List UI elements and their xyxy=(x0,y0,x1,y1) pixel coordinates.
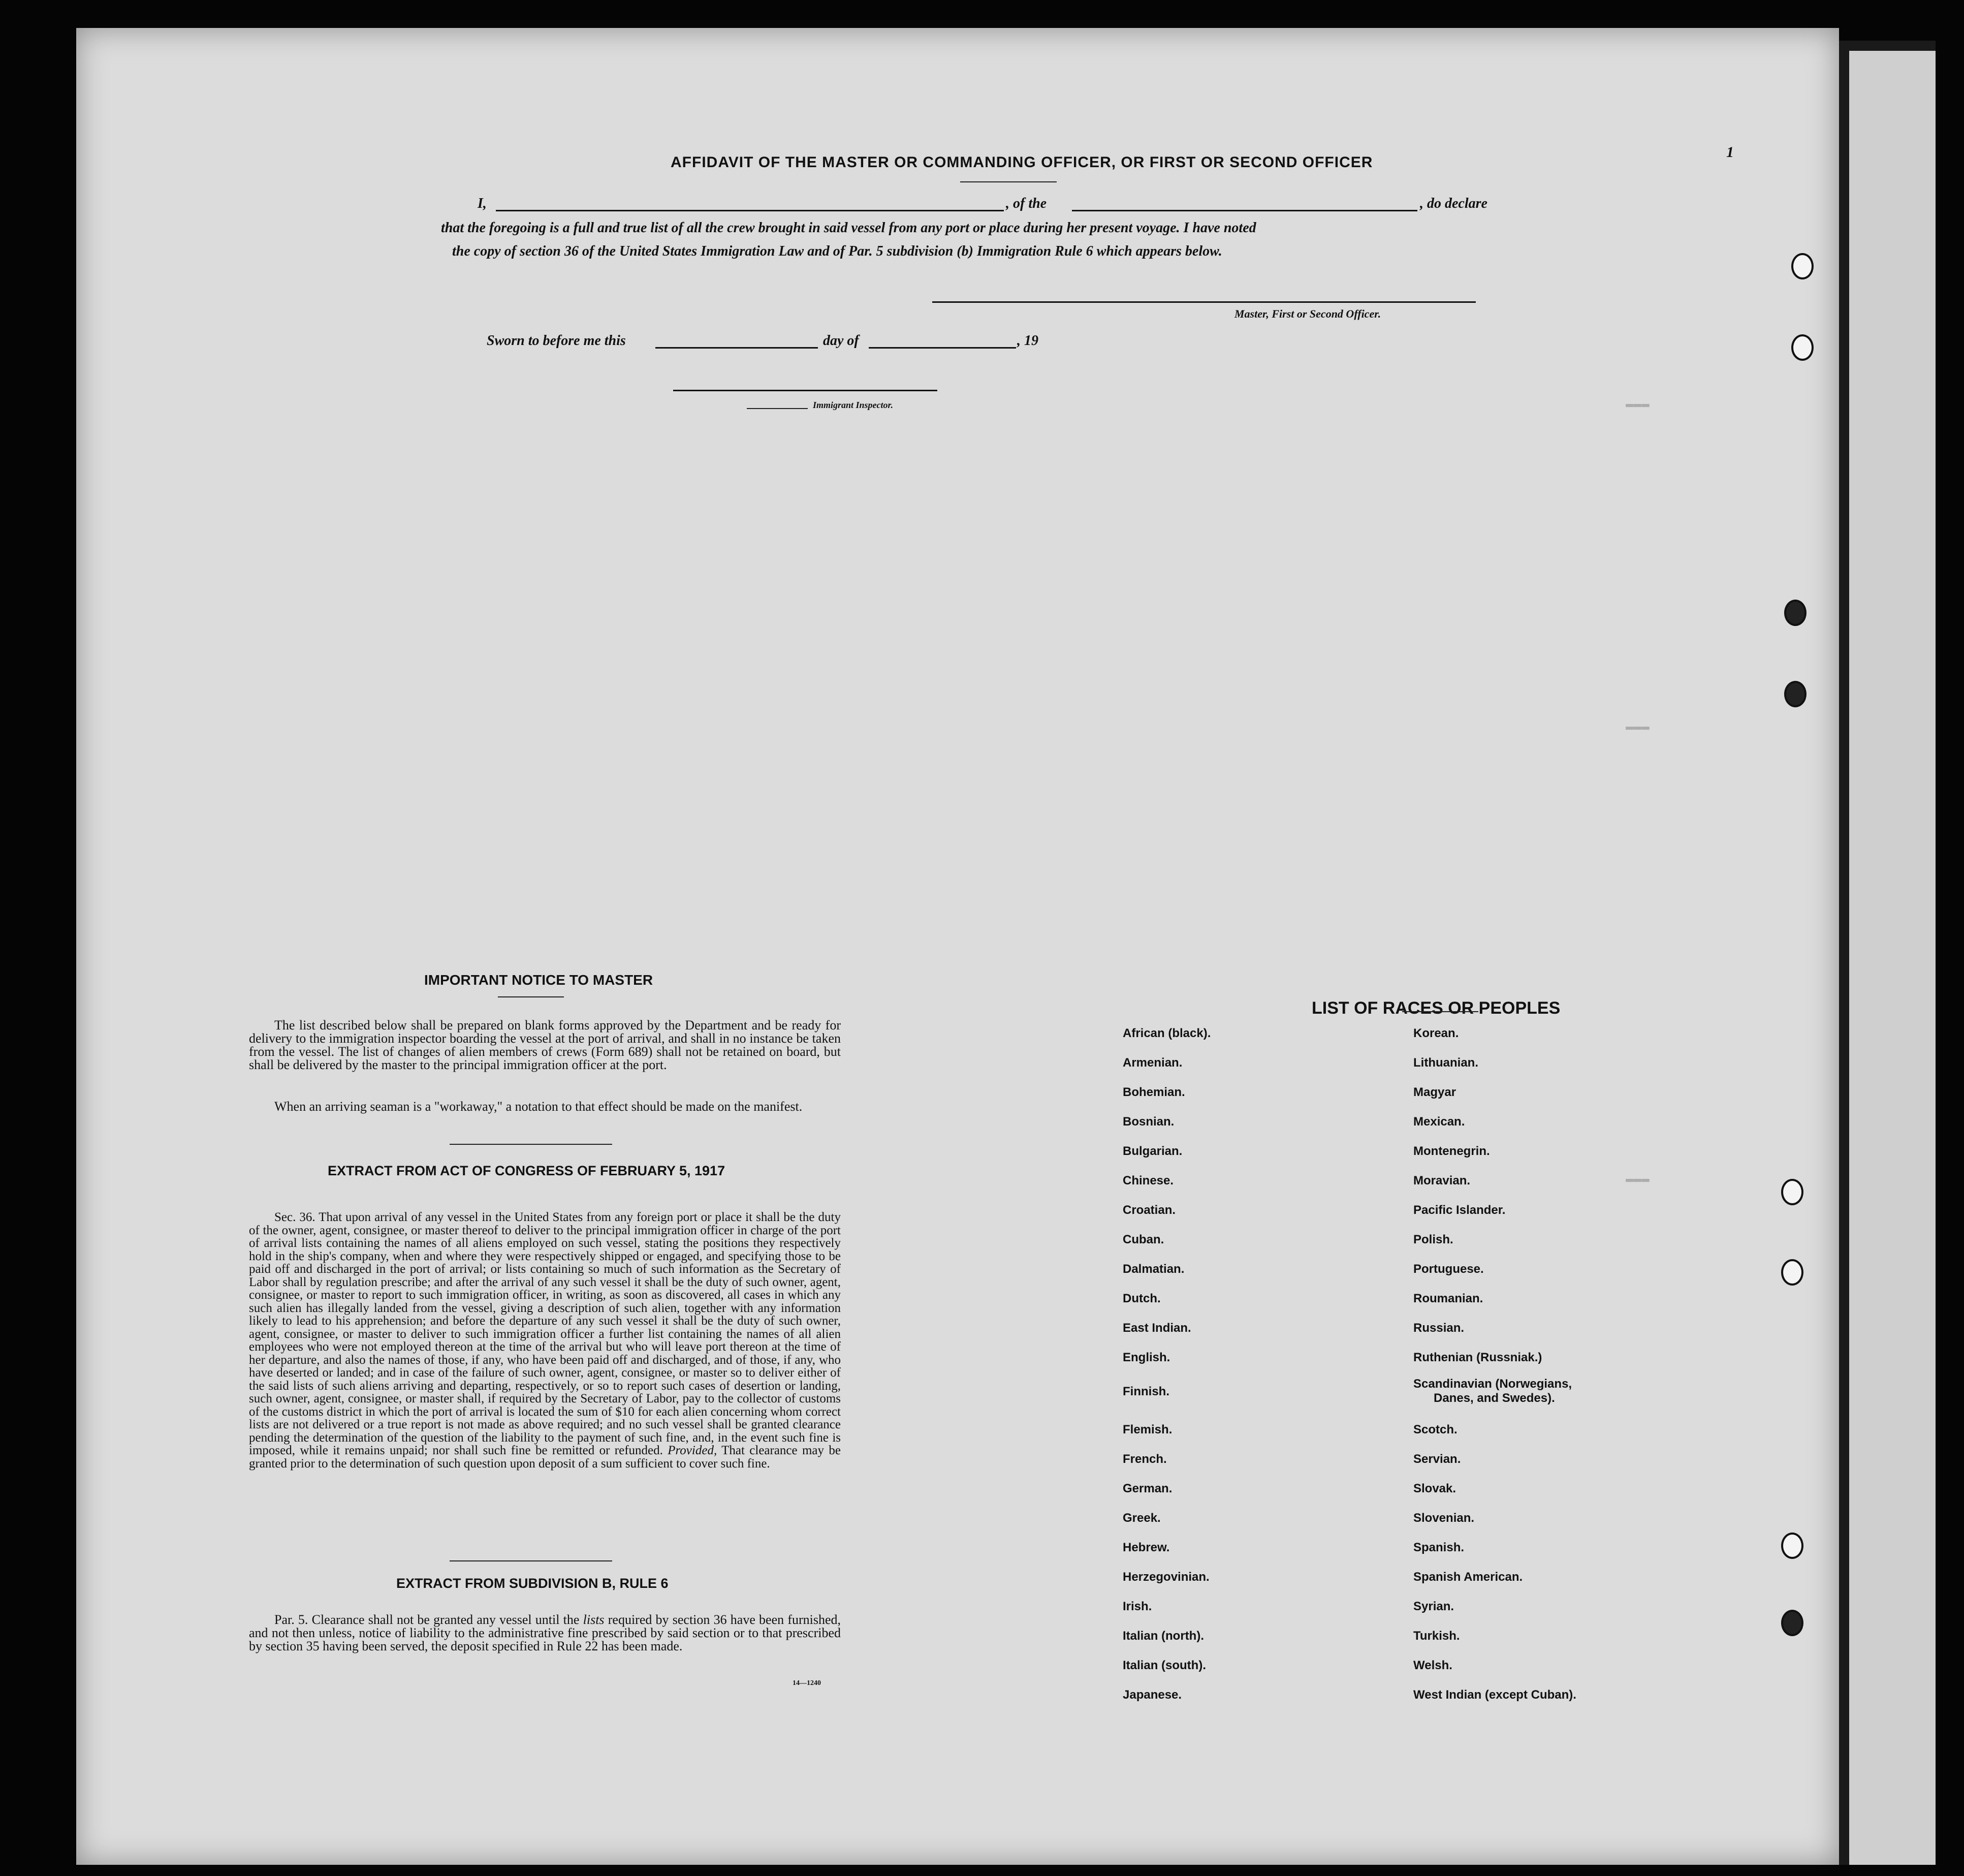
race-left: Italian (south). xyxy=(1123,1659,1206,1672)
race-left: French. xyxy=(1123,1452,1167,1466)
race-left: Dalmatian. xyxy=(1123,1262,1185,1276)
race-left: African (black). xyxy=(1123,1026,1211,1040)
spacer xyxy=(1402,1008,1403,1009)
section-rule xyxy=(450,1144,612,1145)
bleed-through-marks: ▬▬▬ xyxy=(1626,396,1650,412)
notice-title: IMPORTANT NOTICE TO MASTER xyxy=(424,972,653,988)
signature-line xyxy=(932,301,1476,303)
edge-paper xyxy=(1849,51,1936,1865)
race-right: Moravian. xyxy=(1413,1174,1471,1187)
bleed-through-marks: ▬▬▬ xyxy=(1626,719,1650,734)
binder-hole xyxy=(1781,1259,1803,1286)
race-left: German. xyxy=(1123,1482,1173,1495)
races-rule xyxy=(1402,1011,1478,1012)
binder-hole xyxy=(1781,1179,1803,1205)
name-blank xyxy=(496,210,1004,211)
notice-rule xyxy=(498,996,564,997)
race-right: Scotch. xyxy=(1413,1423,1458,1436)
extract-rule-title: EXTRACT FROM SUBDIVISION B, RULE 6 xyxy=(396,1576,669,1591)
sworn-day-blank xyxy=(655,347,818,349)
race-right: Scandinavian (Norwegians, xyxy=(1413,1377,1572,1391)
race-left: Italian (north). xyxy=(1123,1629,1204,1643)
race-left: Croatian. xyxy=(1123,1203,1176,1217)
race-right: Servian. xyxy=(1413,1452,1461,1466)
affidavit-declare: , do declare xyxy=(1420,196,1487,211)
document-page xyxy=(76,28,1839,1865)
bleed-through-marks: ▬▬▬ xyxy=(1626,1171,1650,1186)
race-left: English. xyxy=(1123,1351,1170,1364)
extract-act-title: EXTRACT FROM ACT OF CONGRESS OF FEBRUARY 5, 1917 xyxy=(328,1163,725,1178)
month-blank xyxy=(869,347,1016,349)
page-edge-strip xyxy=(1839,41,1936,1865)
binder-hole xyxy=(1791,334,1814,361)
inspector-label: Immigrant Inspector. xyxy=(813,400,894,410)
affidavit-i: I, xyxy=(478,196,487,211)
race-right: Polish. xyxy=(1413,1233,1453,1246)
binder-hole xyxy=(1791,253,1814,279)
race-left: Finnish. xyxy=(1123,1385,1169,1398)
race-left: East Indian. xyxy=(1123,1321,1191,1335)
section-rule xyxy=(450,1560,612,1561)
race-left: Hebrew. xyxy=(1123,1541,1170,1554)
proviso-text: That clearance may be granted prior to the determination of such question upon deposit of a sum sufficient to cover such fine. xyxy=(249,1444,841,1471)
race-right: Welsh. xyxy=(1413,1659,1452,1672)
affidavit-title: AFFIDAVIT OF THE MASTER OR COMMANDING OFFICER, OR FIRST OR SECOND OFFICER xyxy=(671,154,1373,171)
day-of-label: day of xyxy=(823,333,859,349)
rule-lists-word: lists xyxy=(583,1612,605,1627)
race-right: Magyar xyxy=(1413,1085,1456,1099)
rule-text-a: Par. 5. Clearance shall not be granted any vessel until the xyxy=(274,1612,580,1627)
binder-hole xyxy=(1781,1533,1803,1559)
race-left: Dutch. xyxy=(1123,1292,1161,1305)
race-right: Mexican. xyxy=(1413,1115,1465,1129)
race-right-continued: Danes, and Swedes). xyxy=(1434,1391,1555,1405)
vessel-blank xyxy=(1072,210,1417,211)
race-right: Russian. xyxy=(1413,1321,1465,1335)
section-36-text: Sec. 36. That upon arrival of any vessel in the United States from any foreign port or place it shall be the duty of the owner, agent, consignee, or master thereof to deliver to the principal immigration officer in charge of the port of arrival lists containing the names of all aliens employed on such vessel, stating the positions they respectively hold in the ship's company, when and where they were respectively shipped or engaged, and specifying those to be paid off and discharged in the port of arrival; or lists containing so much of such information as the Secretary of Labor shall by regulation prescribe; and after the arrival of any such vessel it shall be the duty of such owner, agent, consignee, or master to report to such immigration officer, in writing, as soon as discovered, all cases in which any such alien has illegally landed from the vessel, giving a description of such alien, together with any information likely to lead to his apprehension; and before the departure of any such vessel it shall be the duty of such owner, agent, consignee, or master to deliver to such immigration officer a further list containing the names of all alien employees who were not employed thereon at the time of the arrival but who will leave port thereon at the time of her departure, and also the names of those, if any, who have been paid off and discharged, and of those, if any, who have deserted or landed; and in case of the failure of such owner, agent, consignee, or master so to deliver either of the said lists of such aliens arriving and departing, respectively, or so to report such cases of desertion or landing, such owner, agent, consignee, or master shall, if required by the Secretary of Labor, pay to the collector of customs of the customs district in which the port of arrival is located the sum of $10 for each alien concerning whom correct lists are not delivered or a true report is not made as above required; and no such vessel shall be granted clearance pending the determination of the question of the liability to the payment of such fine, and, in the event such fine is imposed, while it remains unpaid; nor shall such fine be remitted or refunded. xyxy=(249,1210,841,1457)
race-right: Turkish. xyxy=(1413,1629,1460,1643)
race-left: Greek. xyxy=(1123,1511,1161,1525)
affidavit-line2: that the foregoing is a full and true list of all the crew brought in said vessel from any port or place during her present voyage. I have noted xyxy=(441,220,1256,236)
races-title: LIST OF RACES OR PEOPLES xyxy=(1312,998,1561,1018)
race-right: Pacific Islander. xyxy=(1413,1203,1506,1217)
race-right: Roumanian. xyxy=(1413,1292,1483,1305)
race-left: Cuban. xyxy=(1123,1233,1164,1246)
form-number: 14—1240 xyxy=(793,1679,821,1687)
inspector-rule xyxy=(747,408,808,409)
race-left: Bohemian. xyxy=(1123,1085,1185,1099)
binder-hole xyxy=(1784,600,1807,626)
race-right: Slovenian. xyxy=(1413,1511,1475,1525)
inspector-line xyxy=(673,390,937,391)
race-right: Spanish. xyxy=(1413,1541,1465,1554)
notice-paragraph-1: The list described below shall be prepared on blank forms approved by the Department and be ready for delivery to the immigration inspector boarding the vessel at the port of arrival, and shall in no instance be taken from the vessel. The list of changes of alien members of crews (Form 689) shall not be retained on board, but shall be delivered by the master to the principal immigration officer at the port. xyxy=(249,1018,841,1072)
race-right: Lithuanian. xyxy=(1413,1056,1478,1070)
spacer xyxy=(1402,1010,1403,1011)
spacer xyxy=(1402,1009,1403,1010)
notice-paragraph-2: When an arriving seaman is a "workaway," a notation to that effect should be made on the manifest. xyxy=(274,1099,803,1114)
race-left: Japanese. xyxy=(1123,1688,1182,1702)
year-label: , 19 xyxy=(1017,333,1038,349)
race-left: Irish. xyxy=(1123,1600,1152,1613)
title-rule xyxy=(960,181,1057,182)
proviso-word: Provided, xyxy=(668,1444,717,1457)
extract-act-text xyxy=(249,1211,841,1470)
race-right: Ruthenian (Russniak.) xyxy=(1413,1351,1542,1364)
race-left: Flemish. xyxy=(1123,1423,1173,1436)
race-left: Armenian. xyxy=(1123,1056,1183,1070)
race-right: Korean. xyxy=(1413,1026,1459,1040)
race-right: West Indian (except Cuban). xyxy=(1413,1688,1576,1702)
race-right: Syrian. xyxy=(1413,1600,1454,1613)
binder-hole xyxy=(1781,1610,1803,1636)
spacer xyxy=(1403,1010,1404,1011)
race-left: Chinese. xyxy=(1123,1174,1174,1187)
race-left: Herzegovinian. xyxy=(1123,1570,1210,1584)
race-right: Slovak. xyxy=(1413,1482,1456,1495)
race-right: Montenegrin. xyxy=(1413,1144,1490,1158)
race-right: Portuguese. xyxy=(1413,1262,1484,1276)
signature-label: Master, First or Second Officer. xyxy=(1234,307,1381,320)
affidavit-of-the: , of the xyxy=(1006,196,1047,211)
race-right: Spanish American. xyxy=(1413,1570,1523,1584)
rule-text-b: required by section 36 have been furnished, and not then unless, notice of liability to the administrative fine prescribed by said section or to that prescribed by section 35 having been served, the deposit specified in Rule 22 has been made. xyxy=(249,1612,841,1653)
affidavit-line3: the copy of section 36 of the United States Immigration Law and of Par. 5 subdivision (b) Immigration Rule 6 which appears below. xyxy=(452,243,1222,259)
sworn-label: Sworn to before me this xyxy=(487,333,626,349)
race-left: Bulgarian. xyxy=(1123,1144,1183,1158)
extract-rule-text xyxy=(249,1613,841,1653)
race-left: Bosnian. xyxy=(1123,1115,1175,1129)
page-mark: 1 xyxy=(1726,144,1734,161)
binder-hole xyxy=(1784,681,1807,707)
